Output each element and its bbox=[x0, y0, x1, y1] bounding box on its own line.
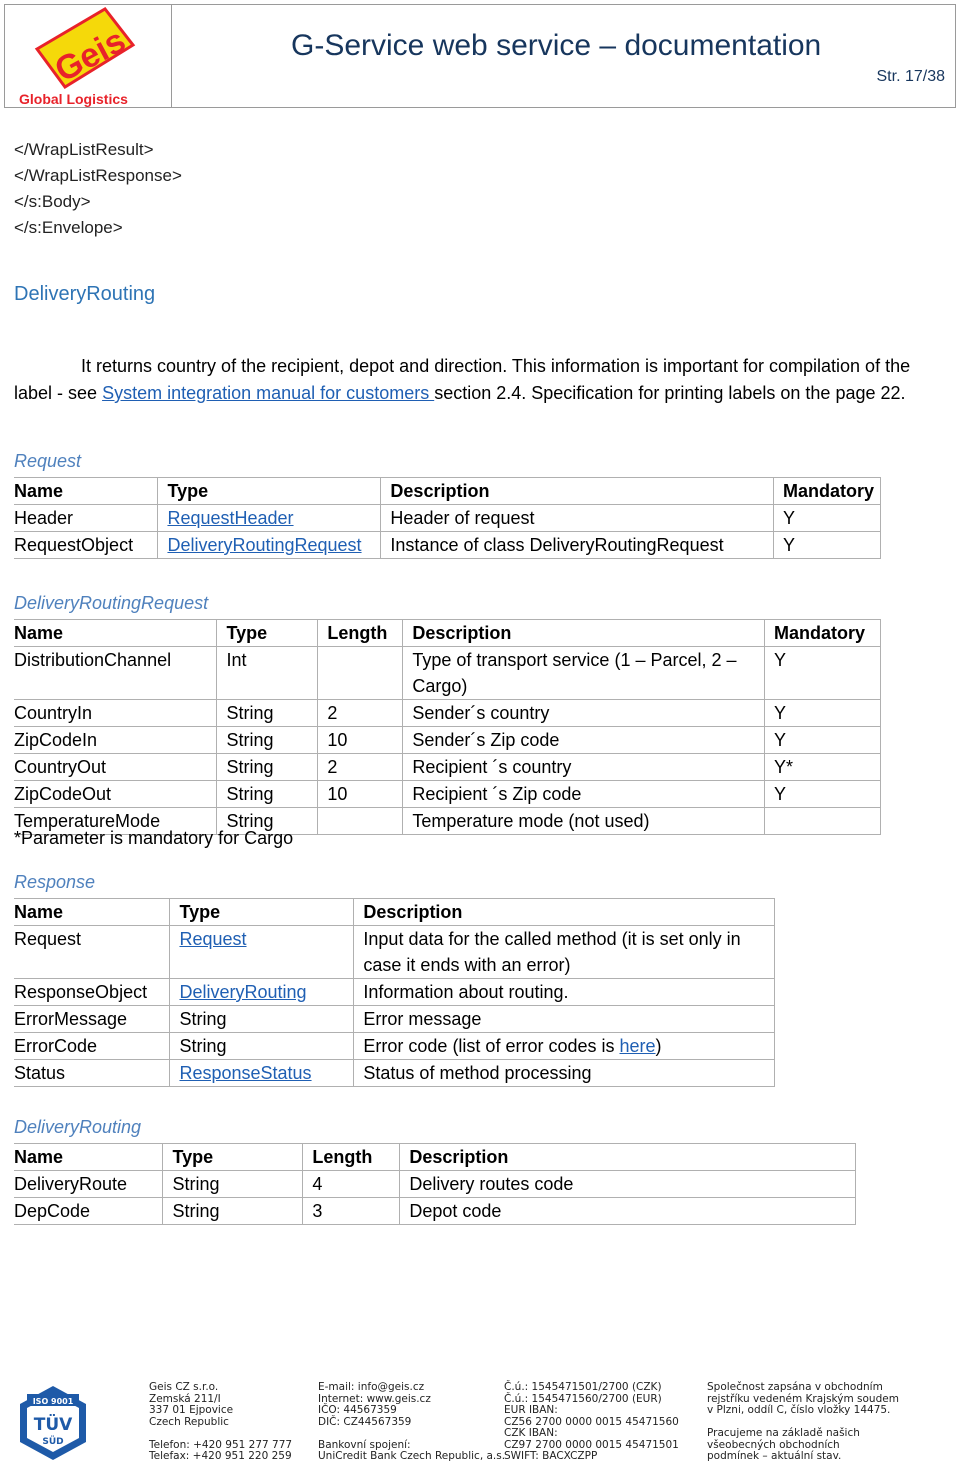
cell bbox=[318, 647, 403, 700]
response-status-link[interactable]: ResponseStatus bbox=[179, 1063, 312, 1083]
cell: Depot code bbox=[400, 1198, 856, 1225]
header-cell: Description bbox=[381, 478, 774, 505]
table-header-row bbox=[14, 1144, 856, 1171]
table-row bbox=[14, 700, 881, 727]
request-header-link[interactable]: RequestHeader bbox=[167, 508, 294, 528]
badge-iso: ISO 9001 bbox=[32, 1397, 74, 1406]
table-row bbox=[14, 1060, 775, 1087]
cell-type bbox=[158, 505, 381, 532]
cell: Y bbox=[764, 700, 880, 727]
cell: 2 bbox=[318, 700, 403, 727]
footer-line: UniCredit Bank Czech Republic, a.s. bbox=[318, 1450, 506, 1462]
cell: DeliveryRoute bbox=[14, 1171, 163, 1198]
geis-logo-icon bbox=[29, 7, 139, 93]
cell bbox=[318, 808, 403, 835]
footer-line: Czech Republic bbox=[149, 1415, 229, 1428]
badge-sud: SÜD bbox=[42, 1437, 64, 1447]
cell: String bbox=[163, 1171, 303, 1198]
cell: String bbox=[163, 1198, 303, 1225]
request-table bbox=[14, 477, 881, 559]
routing-caption: DeliveryRouting bbox=[14, 1117, 142, 1137]
cell: String bbox=[170, 1006, 354, 1033]
table-row bbox=[14, 754, 881, 781]
cell: ZipCodeIn bbox=[14, 727, 217, 754]
cell-type bbox=[170, 979, 354, 1006]
cell: Recipient ´s country bbox=[403, 754, 765, 781]
cell: Y bbox=[773, 532, 880, 559]
cell: String bbox=[217, 808, 318, 835]
footer-line: všeobecných obchodních bbox=[707, 1438, 840, 1451]
footer-contact bbox=[318, 1382, 505, 1463]
cell: String bbox=[217, 700, 318, 727]
cell: Error message bbox=[354, 1006, 775, 1033]
footer-line: CZ56 2700 0000 0015 45471560 bbox=[504, 1415, 679, 1428]
cell: 4 bbox=[303, 1171, 400, 1198]
table-row bbox=[14, 781, 881, 808]
page-number: Str. 17/38 bbox=[876, 68, 945, 85]
cell: Input data for the called method (it is set only in case it ends with an error) bbox=[354, 926, 775, 979]
table-row bbox=[14, 1198, 856, 1225]
header-cell: Mandatory bbox=[764, 620, 880, 647]
footer-line: Geis CZ s.r.o. bbox=[149, 1381, 219, 1393]
logo-tagline: Global Logistics bbox=[19, 91, 128, 107]
cell-type bbox=[170, 926, 354, 979]
header-cell: Type bbox=[217, 620, 318, 647]
cell: Y bbox=[764, 647, 880, 700]
cell: ErrorCode bbox=[14, 1033, 170, 1060]
intro-text: It returns country of the recipient, depot and direction. This information is important for compilation of the label - see bbox=[14, 356, 911, 403]
cell-type bbox=[158, 532, 381, 559]
footer-line: podmínek – aktuální stav. bbox=[707, 1450, 842, 1462]
cell: Y bbox=[764, 781, 880, 808]
cell: String bbox=[217, 727, 318, 754]
cell: DistributionChannel bbox=[14, 647, 217, 700]
header-cell: Name bbox=[14, 478, 158, 505]
header-cell: Mandatory bbox=[773, 478, 880, 505]
logo-cell bbox=[5, 5, 172, 107]
cell: Recipient ´s Zip code bbox=[403, 781, 765, 808]
cell: Y bbox=[773, 505, 880, 532]
footer-line: Telefax: +420 951 220 259 bbox=[149, 1450, 292, 1462]
cell: ErrorMessage bbox=[14, 1006, 170, 1033]
header-cell: Description bbox=[400, 1144, 856, 1171]
xml-line: </s:Body> bbox=[14, 192, 91, 211]
table-header-row bbox=[14, 478, 881, 505]
cell: Sender´s country bbox=[403, 700, 765, 727]
footer-line: Společnost zapsána v obchodním bbox=[707, 1381, 883, 1393]
footer-bank bbox=[504, 1382, 679, 1463]
header-cell: Name bbox=[14, 899, 170, 926]
footer-line: CZK IBAN: bbox=[504, 1427, 558, 1439]
response-caption: Response bbox=[14, 872, 96, 892]
routing-request-table bbox=[14, 619, 881, 835]
cell-error-code bbox=[354, 1033, 775, 1060]
footer-line: Pracujeme na základě našich bbox=[707, 1427, 860, 1439]
cell: Sender´s Zip code bbox=[403, 727, 765, 754]
cell: Y bbox=[764, 727, 880, 754]
footer-registration bbox=[707, 1382, 899, 1463]
cell: ResponseObject bbox=[14, 979, 170, 1006]
delivery-routing-request-link[interactable]: DeliveryRoutingRequest bbox=[167, 535, 362, 555]
cell: Int bbox=[217, 647, 318, 700]
cell: DepCode bbox=[14, 1198, 163, 1225]
error-codes-link[interactable]: here bbox=[619, 1036, 656, 1056]
footer-line: DIČ: CZ44567359 bbox=[318, 1415, 412, 1428]
cell: Y* bbox=[764, 754, 880, 781]
footer-line: rejstříku vedeném Krajským soudem bbox=[707, 1392, 899, 1405]
header-cell: Length bbox=[303, 1144, 400, 1171]
document-title: G-Service web service – documentation bbox=[291, 29, 822, 62]
cell: Instance of class DeliveryRoutingRequest bbox=[381, 532, 774, 559]
logo-text: Geis bbox=[48, 21, 132, 90]
cell: Header of request bbox=[381, 505, 774, 532]
footer-line: IČO: 44567359 bbox=[318, 1404, 397, 1416]
header-cell: Description bbox=[403, 620, 765, 647]
badge-tuv: TÜV bbox=[33, 1415, 73, 1435]
cell: 3 bbox=[303, 1198, 400, 1225]
tuv-iso-badge-icon bbox=[14, 1384, 92, 1462]
table-row bbox=[14, 505, 881, 532]
footer-line: EUR IBAN: bbox=[504, 1404, 558, 1416]
table-row bbox=[14, 647, 881, 700]
footer-line: Č.ú.: 1545471560/2700 (EUR) bbox=[504, 1392, 662, 1405]
footer-line: Bankovní spojení: bbox=[318, 1438, 411, 1451]
footer-line: v Plzni, oddíl C, číslo vložky 14475. bbox=[707, 1404, 891, 1416]
header-cell: Description bbox=[354, 899, 775, 926]
routing-request-caption: DeliveryRoutingRequest bbox=[14, 593, 209, 613]
cell: String bbox=[170, 1033, 354, 1060]
footer-line: Internet: www.geis.cz bbox=[318, 1392, 431, 1405]
cell: Request bbox=[14, 926, 170, 979]
table-row bbox=[14, 1171, 856, 1198]
footer-line: SWIFT: BACXCZPP bbox=[504, 1450, 598, 1462]
cell: Delivery routes code bbox=[400, 1171, 856, 1198]
routing-table bbox=[14, 1143, 856, 1225]
footer-line: Telefon: +420 951 277 777 bbox=[149, 1438, 293, 1451]
cell: Status bbox=[14, 1060, 170, 1087]
request-caption: Request bbox=[14, 451, 82, 471]
cell: TemperatureMode bbox=[14, 808, 217, 835]
table-row bbox=[14, 979, 775, 1006]
request-link[interactable]: Request bbox=[179, 929, 247, 949]
footer-line: Č.ú.: 1545471501/2700 (CZK) bbox=[504, 1381, 662, 1393]
header-cell: Type bbox=[163, 1144, 303, 1171]
cell: String bbox=[217, 754, 318, 781]
cell: RequestObject bbox=[14, 532, 158, 559]
error-code-suffix: ) bbox=[655, 1036, 662, 1056]
cell: 10 bbox=[318, 781, 403, 808]
cell: Temperature mode (not used) bbox=[403, 808, 765, 835]
cell: 10 bbox=[318, 727, 403, 754]
section-title: DeliveryRouting bbox=[14, 283, 156, 305]
table-row bbox=[14, 727, 881, 754]
header-cell: Length bbox=[318, 620, 403, 647]
cell: Status of method processing bbox=[354, 1060, 775, 1087]
page-header bbox=[4, 4, 956, 108]
table-row bbox=[14, 926, 775, 979]
cell: Information about routing. bbox=[354, 979, 775, 1006]
delivery-routing-link[interactable]: DeliveryRouting bbox=[179, 982, 307, 1002]
intro-text-end: section 2.4. Specification for printing labels on the page 22. bbox=[434, 383, 906, 403]
cell: CountryOut bbox=[14, 754, 217, 781]
header-cell: Name bbox=[14, 620, 217, 647]
footer-line: CZ97 2700 0000 0015 45471501 bbox=[504, 1438, 679, 1451]
cell-type bbox=[170, 1060, 354, 1087]
cell bbox=[764, 808, 880, 835]
footer-company bbox=[149, 1382, 292, 1463]
response-table bbox=[14, 898, 775, 1087]
xml-line: </s:Envelope> bbox=[14, 218, 123, 237]
error-code-text: Error code (list of error codes is bbox=[363, 1036, 620, 1056]
cell: CountryIn bbox=[14, 700, 217, 727]
table-row bbox=[14, 532, 881, 559]
cell: ZipCodeOut bbox=[14, 781, 217, 808]
mandatory-note: *Parameter is mandatory for Cargo bbox=[14, 828, 294, 848]
header-cell: Name bbox=[14, 1144, 163, 1171]
intro-paragraph bbox=[14, 353, 944, 407]
header-cell: Type bbox=[170, 899, 354, 926]
cell: String bbox=[217, 781, 318, 808]
table-header-row bbox=[14, 899, 775, 926]
xml-line: </WrapListResult> bbox=[14, 140, 154, 159]
footer-line: E-mail: info@geis.cz bbox=[318, 1381, 425, 1393]
cell: Type of transport service (1 – Parcel, 2 – Cargo) bbox=[403, 647, 765, 700]
footer-line: 337 01 Ejpovice bbox=[149, 1404, 234, 1416]
table-row bbox=[14, 1006, 775, 1033]
table-row bbox=[14, 1033, 775, 1060]
table-header-row bbox=[14, 620, 881, 647]
header-cell: Type bbox=[158, 478, 381, 505]
system-integration-manual-link[interactable]: System integration manual for customers bbox=[102, 383, 435, 403]
xml-line: </WrapListResponse> bbox=[14, 166, 182, 185]
cell: 2 bbox=[318, 754, 403, 781]
footer-line: Zemská 211/I bbox=[149, 1392, 221, 1405]
cell: Header bbox=[14, 505, 158, 532]
